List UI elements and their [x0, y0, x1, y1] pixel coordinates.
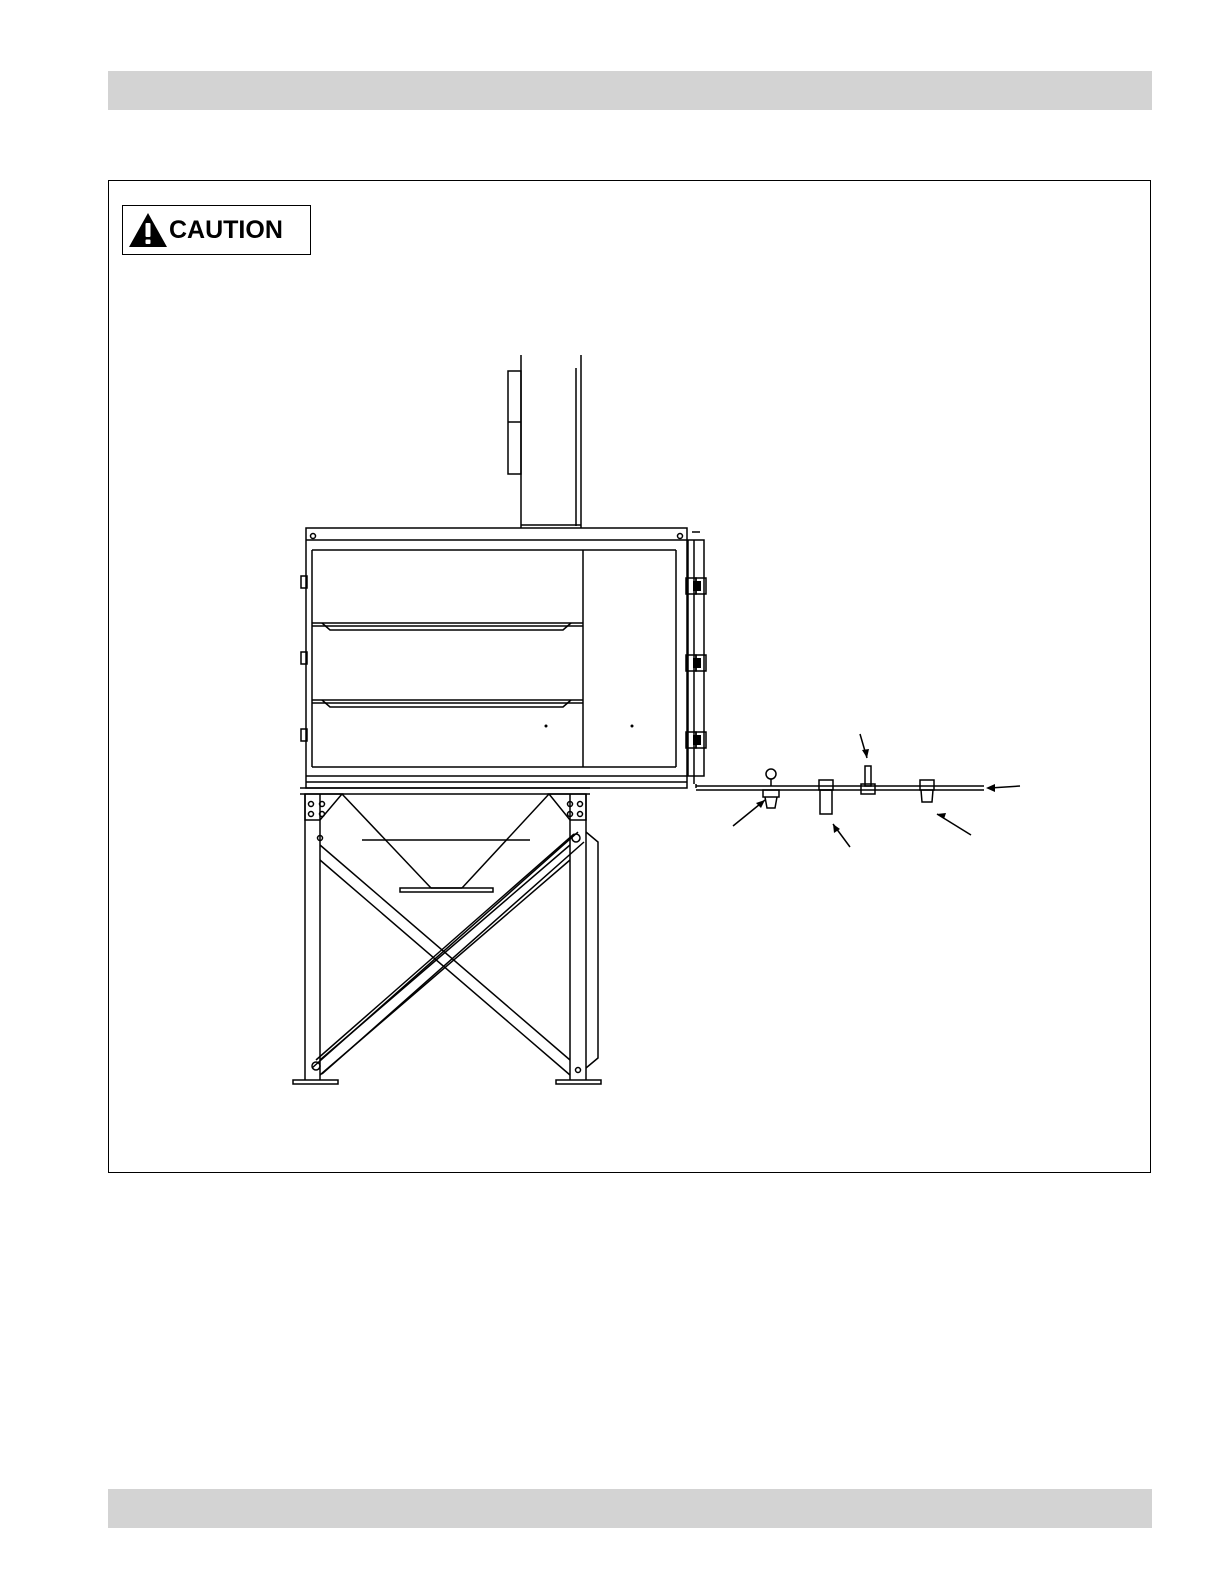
- cabinet: [306, 528, 687, 788]
- blower-duct: [508, 355, 581, 528]
- caution-text: CAUTION: [169, 215, 283, 244]
- compressed-air-line: [696, 766, 984, 814]
- footer-bar: [108, 1489, 1152, 1528]
- support-stand: [293, 788, 601, 1084]
